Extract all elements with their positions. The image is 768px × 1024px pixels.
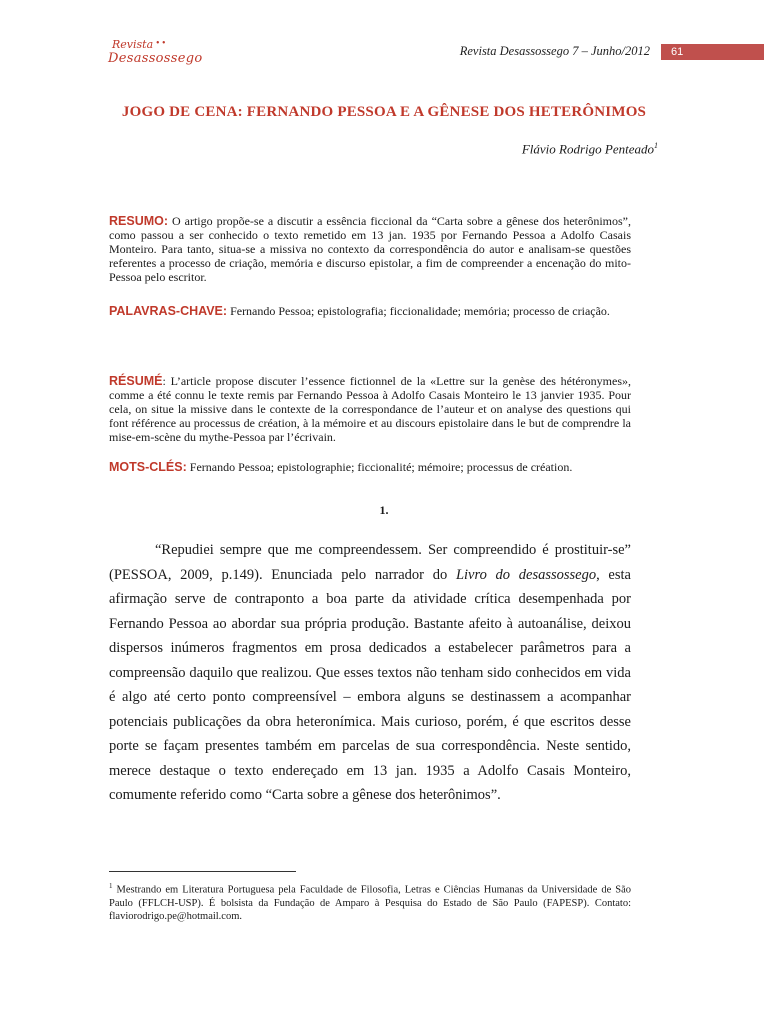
author-line (522, 141, 658, 157)
abstract-pt-label: RESUMO: (109, 214, 169, 228)
body-text-part2: , esta afirmação serve de contraponto a boa parte da atividade crítica desempenhada por Fernando Pessoa ao abordar sua própria produção. Bastante afeito à autoanálise, deixou dispersos inúmeros fragmentos em prosa dedicados a estabelecer parâmetros para a compreensão daquilo que realizou. Que esses textos não tenham sido conhecidos em vida é algo até certo ponto compreensível – embora alguns se destinassem a acompanhar potenciais publicações da obra heteronímica. Mais curioso, porém, é que escritos desse porte se façam presentes também em parcelas de sua correspondência. Neste sentido, merece destaque o texto endereçado em 13 jan. 1935 a Adolfo Casais Monteiro, comumente referido como “Carta sobre a gênese dos heterônimos”. (109, 566, 631, 803)
article-title: JOGO DE CENA: FERNANDO PESSOA E A GÊNESE DOS HETERÔNIMOS (121, 104, 647, 120)
logo-line2: Desassossego (108, 51, 203, 66)
keywords-pt (109, 304, 631, 318)
keywords-fr-label: MOTS-CLÉS: (109, 460, 187, 474)
logo-line1: Revista (112, 38, 154, 51)
abstract-fr-label: RÉSUMÉ (109, 374, 163, 388)
keywords-fr (109, 460, 631, 474)
keywords-fr-text: Fernando Pessoa; epistolographie; ficcionalité; mémoire; processus de création. (186, 460, 573, 474)
running-head: Revista Desassossego 7 – Junho/2012 (459, 44, 650, 58)
author-footnote-mark: 1 (654, 141, 658, 150)
keywords-pt-label: PALAVRAS-CHAVE: (109, 304, 228, 318)
footnote-text: Mestrando em Literatura Portuguesa pela Faculdade de Filosofia, Letras e Ciências Humanas da Universidade de São Paulo (FFLCH-USP). É bolsista da Fundação de Amparo à Pesquisa do Estado de São Paulo (FAPESP). Contato: flaviorodrigo.pe@hotmail.com. (109, 884, 631, 922)
section-number: 1. (379, 503, 389, 517)
body-text-part1: “Repudiei sempre que me compreendessem. Ser compreendido é prostituir-se” (PESSOA, 2009, p.149). Enunciada pelo narrador do (109, 542, 631, 583)
abstract-pt-text: O artigo propõe-se a discutir a essência ficcional da “Carta sobre a gênese dos heterônimos”, como passou a ser conhecido o texto remetido em 13 jan. 1935 por Fernando Pessoa a Adolfo Casais Monteiro. Para tanto, situa-se a missiva no contexto da correspondência do autor e analisam-se questões referentes a processo de criação, memória e discurso epistolar, a fim de compreender a encenação do mito-Pessoa pelo escritor. (109, 214, 631, 284)
footnote-divider (109, 871, 296, 872)
logo-dots-decoration: • • (156, 38, 166, 49)
page-number-badge: 61 (661, 44, 764, 60)
abstract-fr (109, 374, 631, 444)
author-name: Flávio Rodrigo Penteado (521, 141, 654, 157)
body-paragraph (109, 538, 631, 808)
abstract-pt (109, 214, 631, 284)
footnote (109, 880, 631, 923)
footnote-mark: 1 (109, 882, 113, 890)
journal-logo (108, 38, 203, 78)
book-title: Livro do desassossego (455, 566, 597, 583)
keywords-pt-text: Fernando Pessoa; epistolografia; ficcionalidade; memória; processo de criação. (227, 304, 610, 318)
abstract-fr-text: : L’article propose discuter l’essence fictionnel de la «Lettre sur la genèse des hétéronymes», comme a été connu le texte remis par Fernando Pessoa à Adolfo Casais Monteiro le 13 janvier 1935. Pour cela, on situe la missive dans le contexte de la correspondance de l’auteur et on analyse des questions qui font référence au processus de création, à la mémoire et au discours epistolaire dans le but de comprendre la mise-em-scène du mythe-Pessoa par l’écrivain. (109, 374, 631, 444)
